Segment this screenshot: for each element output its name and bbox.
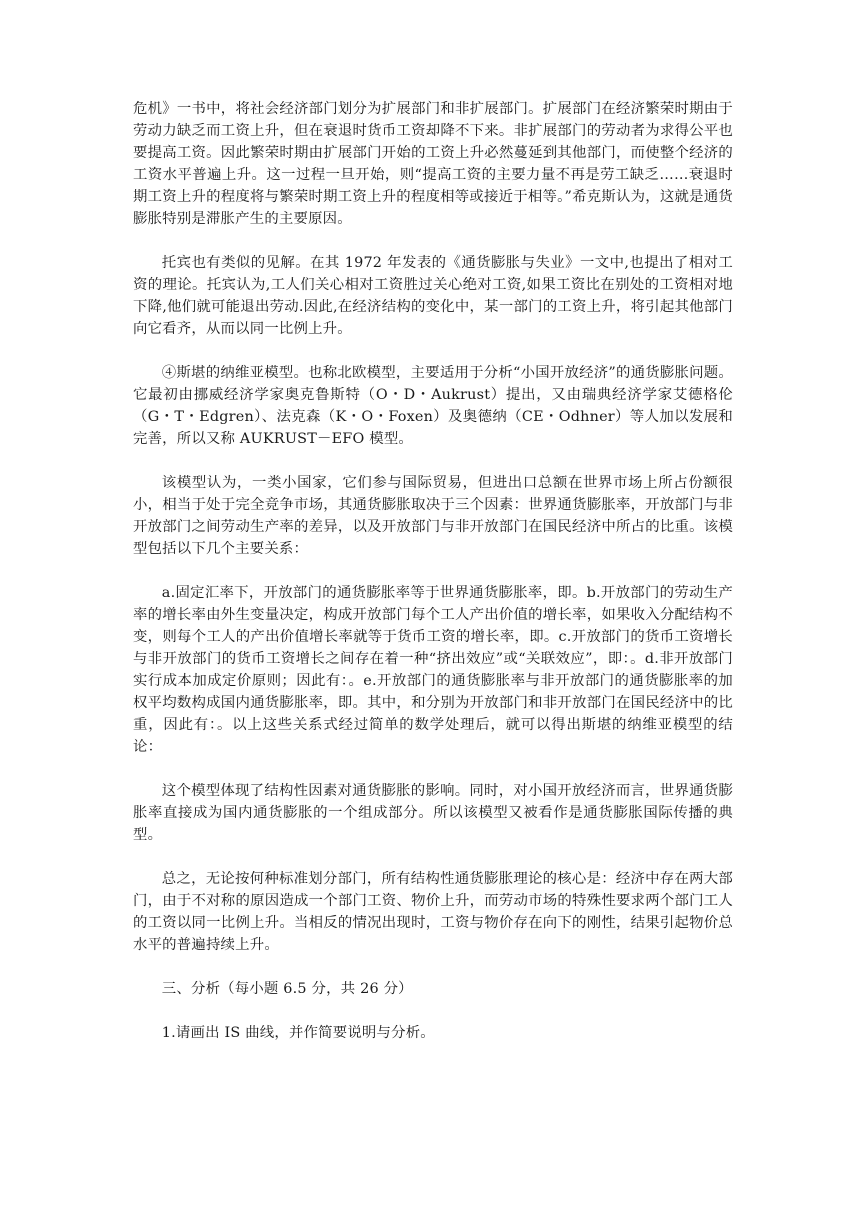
document-body <box>133 98 733 1066</box>
paragraph-tobin: 托宾也有类似的见解。在其 1972 年发表的《通货膨胀与失业》一文中,也提出了相对工资的理论。托宾认为,工人们关心相对工资胜过关心绝对工资,如果工资比在别处的工资相对地下降,他们就可能退出劳动.因此,在经济结构的变化中，某一部门的工资上升，将引起其他部门向它看齐，从而以同一比例上升。 <box>133 255 733 337</box>
paragraph-model-significance: 这个模型体现了结构性因素对通货膨胀的影响。同时，对小国开放经济而言，世界通货膨胀率直接成为国内通货膨胀的一个组成部分。所以该模型又被看作是通货膨胀国际传播的典型。 <box>133 783 733 843</box>
question-1: 1.请画出 IS 曲线，并作简要说明与分析。 <box>161 1025 435 1041</box>
paragraph-model-relations: a.固定汇率下，开放部门的通货膨胀率等于世界通货膨胀率，即。b.开放部门的劳动生产率的增长率由外生变量决定，构成开放部门每个工人产出价值的增长率，如果收入分配结构不变，则每个工人的产出价值增长率就等于货币工资的增长率，即。c.开放部门的货币工资增长与非开放部门的货币工资增长之间存在着一种“挤出效应”或“关联效应”，即：。d.非开放部门实行成本加成定价原则；因此有：。e.开放部门的通货膨胀率与非开放部门的通货膨胀率的加权平均数构成国内通货膨胀率，即。其中，和分别为开放部门和非开放部门在国民经济中的比重，因此有：。以上这些关系式经过简单的数学处理后，就可以得出斯堪的纳维亚模型的结论： <box>133 585 733 755</box>
paragraph-scandinavian-model: ④斯堪的纳维亚模型。也称北欧模型，主要适用于分析“小国开放经济”的通货膨胀问题。它最初由挪威经济学家奥克鲁斯特（O・D・Aukrust）提出，又由瑞典经济学家艾德格伦（G・T・Edgren）、法克森（K・O・Foxen）及奥德纳（CE・Odhner）等人加以发展和完善，所以又称 AUKRUST－EFO 模型。 <box>133 365 733 447</box>
paragraph-model-assumptions: 该模型认为，一类小国家，它们参与国际贸易，但进出口总额在世界市场上所占份额很小，相当于处于完全竞争市场，其通货膨胀取决于三个因素：世界通货膨胀率，开放部门与非开放部门之间劳动生产率的差异，以及开放部门与非开放部门在国民经济中所占的比重。该模型包括以下几个主要关系： <box>133 475 733 557</box>
section-heading-analysis: 三、分析（每小题 6.5 分，共 26 分） <box>161 981 413 997</box>
paragraph-hicks: 危机》一书中，将社会经济部门划分为扩展部门和非扩展部门。扩展部门在经济繁荣时期由于劳动力缺乏而工资上升，但在衰退时货币工资却降不下来。非扩展部门的劳动者为求得公平也要提高工资。因此繁荣时期由扩展部门开始的工资上升必然蔓延到其他部门，而使整个经济的工资水平普遍上升。这一过程一旦开始，则“提高工资的主要力量不再是劳工缺乏……衰退时期工资上升的程度将与繁荣时期工资上升的程度相等或接近于相等。”希克斯认为，这就是通货膨胀特别是滞胀产生的主要原因。 <box>133 101 733 227</box>
paragraph-summary: 总之，无论按何种标准划分部门，所有结构性通货膨胀理论的核心是：经济中存在两大部门，由于不对称的原因造成一个部门工资、物价上升，而劳动市场的特殊性要求两个部门工人的工资以同一比例上升。当相反的情况出现时，工资与物价存在向下的刚性，结果引起物价总水平的普遍持续上升。 <box>133 871 733 953</box>
